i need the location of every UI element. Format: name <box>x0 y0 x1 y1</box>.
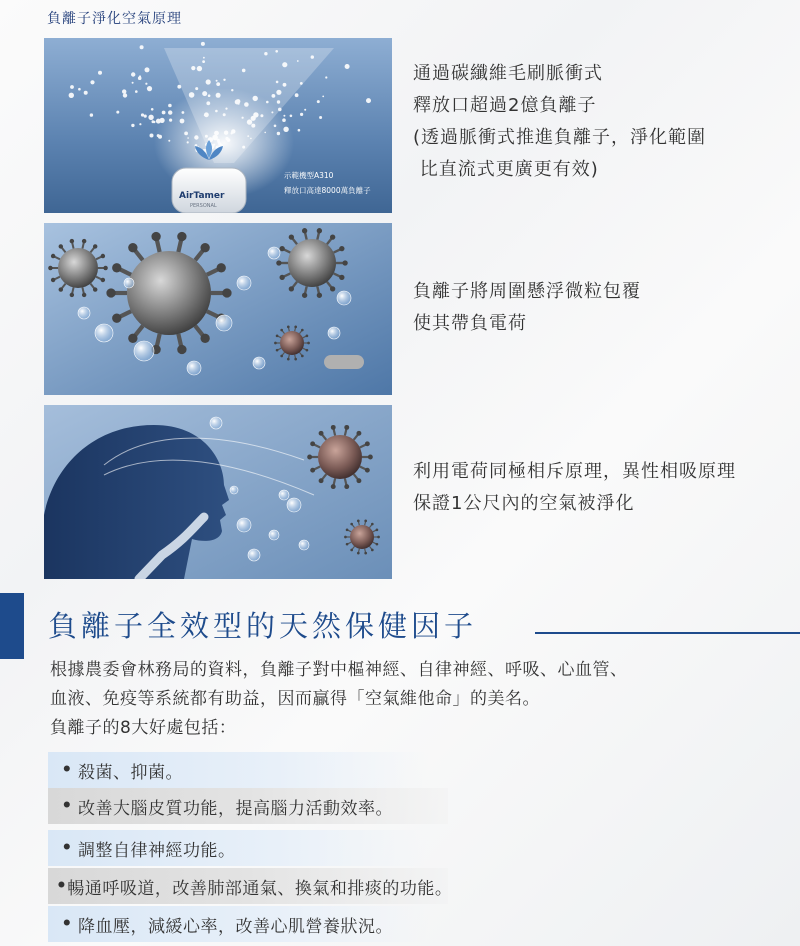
ion-dot <box>194 135 198 139</box>
body-line-1: 根據農委會林務局的資料，負離子對中樞神經、自律神經、呼吸、心血管、 <box>50 660 628 680</box>
section-title-rule <box>535 632 800 634</box>
ion-dot <box>231 89 233 91</box>
ion-dot <box>264 52 267 55</box>
ion-dot <box>202 91 207 96</box>
ion-dot <box>70 85 74 89</box>
ion-dot <box>84 91 88 95</box>
ion-bubble <box>248 549 260 561</box>
ion-dot <box>191 66 195 70</box>
benefit-item <box>48 752 428 788</box>
bullet-dot: • <box>61 796 73 816</box>
ion-dot <box>217 139 220 142</box>
ion-dot <box>206 79 211 84</box>
ion-dot <box>266 101 269 104</box>
particle-coating-illustration <box>44 223 392 395</box>
ion-bubble <box>134 341 154 361</box>
caption1-line-1: 通過碳纖維毛刷脈衝式 <box>413 63 603 84</box>
ion-dot <box>297 60 299 62</box>
ion-dot <box>187 137 189 139</box>
ion-dot <box>116 111 119 114</box>
ion-dot <box>225 108 227 110</box>
ion-dot <box>247 119 252 124</box>
ion-dot <box>90 80 94 84</box>
ion-dot <box>122 89 126 93</box>
ion-bubble <box>78 307 90 319</box>
ion-bubble <box>95 324 113 342</box>
benefit-text: 暢通呼吸道，改善肺部通氣、換氣和排痰的功能。 <box>67 878 453 899</box>
ion-dot <box>322 96 324 98</box>
purification-illustration <box>44 405 392 579</box>
caption2-line-2: 使其帶負電荷 <box>413 313 527 334</box>
ion-dot <box>208 94 211 97</box>
bullet-dot: • <box>61 914 73 934</box>
ion-dot <box>201 42 205 46</box>
body-line-3: 負離子的8大好處包括： <box>50 718 237 738</box>
body-line-2: 血液、免疫等系統都有助益，因而贏得「空氣維他命」的美名。 <box>50 689 540 709</box>
benefit-text: 殺菌、抑菌。 <box>78 762 183 783</box>
ion-dot <box>139 123 141 125</box>
ion-dot <box>231 129 235 133</box>
ion-dot <box>215 110 218 113</box>
section-title: 負離子全效型的天然保健因子 <box>48 609 478 643</box>
ion-dot <box>304 109 306 111</box>
ion-dot <box>345 64 350 69</box>
ion-dot <box>205 135 208 138</box>
caption1-line-2: 釋放口超過2億負離子 <box>413 95 597 116</box>
ion-dot <box>251 116 256 121</box>
benefit-text: 降血壓，減緩心率，改善心肌營養狀況。 <box>78 916 393 937</box>
ion-dot <box>272 94 276 98</box>
brand-logo-text: AirTamer <box>179 191 225 201</box>
ion-dot <box>162 111 166 115</box>
ion-dot <box>148 115 153 120</box>
ion-dot <box>277 132 280 135</box>
ion-dot <box>271 111 273 113</box>
benefit-text: 改善大腦皮質功能，提高腦力活動效率。 <box>78 798 393 819</box>
ion-dot <box>244 102 249 107</box>
ion-bubble <box>269 530 279 540</box>
ion-dot <box>264 132 266 134</box>
benefit-item <box>48 788 448 824</box>
ion-dot <box>184 132 188 136</box>
ion-dot <box>214 131 219 136</box>
ion-dot <box>131 72 135 76</box>
ion-dot <box>141 113 144 116</box>
ion-dot <box>278 108 282 112</box>
ion-bubble <box>253 357 265 369</box>
panel1-caption-line-2: 釋放口高達8000萬負離子 <box>284 186 371 195</box>
ion-dot <box>138 76 142 80</box>
ion-dot <box>187 141 189 143</box>
ion-dot <box>78 88 81 91</box>
ion-dot <box>131 124 134 127</box>
ion-dot <box>132 82 134 84</box>
ion-dot <box>158 135 162 139</box>
ion-bubble <box>124 278 134 288</box>
ion-dot <box>216 80 218 82</box>
ion-dot <box>145 67 150 72</box>
ion-dot <box>182 111 185 114</box>
ion-dot <box>242 69 246 73</box>
ion-dot <box>260 114 263 117</box>
caption1-line-4: 比直流式更廣更有效) <box>413 159 599 180</box>
ion-dot <box>295 93 299 97</box>
ion-dot <box>247 135 249 137</box>
ion-dot <box>325 76 327 78</box>
ion-bubble <box>187 361 201 375</box>
ion-dot <box>225 137 228 140</box>
ion-bubble <box>299 540 309 550</box>
bullet-dot: • <box>61 760 73 780</box>
benefit-item <box>48 906 428 942</box>
ion-dot <box>282 118 286 122</box>
ion-dot <box>216 82 220 86</box>
caption-purification <box>413 456 736 520</box>
ion-dot <box>206 101 210 105</box>
ion-bubble <box>268 247 280 259</box>
ion-dot <box>311 55 314 58</box>
body-paragraph <box>50 656 628 743</box>
dust-particle <box>324 355 364 369</box>
ion-bubble <box>337 291 351 305</box>
benefit-item <box>48 868 453 904</box>
ion-dot <box>169 119 172 122</box>
ion-bubble <box>237 276 251 290</box>
bullet-dot: • <box>56 876 68 896</box>
caption3-line-1: 利用電荷同極相斥原理，異性相吸原理 <box>413 461 736 482</box>
ion-dot <box>223 79 225 81</box>
ion-bubble <box>328 327 340 339</box>
ion-dot <box>283 83 287 87</box>
benefit-text: 調整自律神經功能。 <box>78 840 236 861</box>
ion-dot <box>300 82 303 85</box>
ion-dot <box>189 92 195 98</box>
caption2-line-1: 負離子將周圍懸浮微粒包覆 <box>413 281 641 302</box>
ion-dot <box>223 113 226 116</box>
ion-dot <box>151 108 154 111</box>
ion-dot <box>152 120 155 123</box>
ion-dot <box>238 103 240 105</box>
ion-dot <box>135 90 138 93</box>
ion-dot <box>366 98 371 103</box>
bullet-dot: • <box>61 838 73 858</box>
caption1-line-3: (透過脈衝式推進負離子，淨化範圍 <box>413 127 707 148</box>
ion-dot <box>277 100 280 103</box>
ion-dot <box>224 131 228 135</box>
ion-dot <box>168 104 172 108</box>
ion-bubble <box>230 486 238 494</box>
ion-dot <box>90 113 93 116</box>
caption3-line-2: 保證1公尺內的空氣被淨化 <box>413 493 635 514</box>
ion-dot <box>98 71 102 75</box>
ion-dot <box>202 60 205 63</box>
ion-dot <box>180 119 185 124</box>
ion-bubble <box>287 498 301 512</box>
ion-dot <box>317 100 320 103</box>
ion-dot <box>283 115 285 117</box>
ion-dot <box>275 50 278 53</box>
ion-dot <box>242 117 244 119</box>
ion-dot <box>300 113 303 116</box>
ion-dot <box>298 129 301 132</box>
brand-sub-text: PERSONAL <box>190 203 217 209</box>
ion-bubble <box>216 315 232 331</box>
ion-dot <box>283 127 288 132</box>
ion-dot <box>197 66 202 71</box>
ion-dot <box>123 93 127 97</box>
ion-dot <box>274 125 277 128</box>
ion-dot <box>213 144 215 146</box>
ion-dot <box>290 115 293 118</box>
page-top-title: 負離子淨化空氣原理 <box>47 11 182 27</box>
ion-dot <box>145 83 147 85</box>
ion-dot <box>242 146 245 149</box>
ion-dot <box>319 116 322 119</box>
ion-emission-illustration <box>44 38 392 213</box>
panel1-caption-line-1: 示範機型A310 <box>284 171 334 180</box>
ion-dot <box>140 45 144 49</box>
ion-dot <box>147 86 152 91</box>
ion-dot <box>276 90 281 95</box>
ion-dot <box>203 57 205 59</box>
ion-dot <box>253 96 258 101</box>
ion-dot <box>150 134 154 138</box>
ion-dot <box>195 87 198 90</box>
ion-dot <box>251 124 255 128</box>
caption-particle-coating <box>413 276 641 340</box>
ion-dot <box>204 114 206 116</box>
ion-dot <box>282 62 287 67</box>
ion-dot <box>177 85 181 89</box>
ion-bubble <box>237 518 251 532</box>
ion-dot <box>276 81 279 84</box>
ion-dot <box>160 118 165 123</box>
ion-dot <box>69 93 74 98</box>
benefit-item <box>48 830 428 866</box>
ion-dot <box>168 110 172 114</box>
ion-dot <box>216 93 221 98</box>
section-accent-bar <box>0 593 24 659</box>
ion-bubble <box>210 417 222 429</box>
caption-ion-release <box>413 58 706 186</box>
ion-dot <box>168 140 170 142</box>
ion-dot <box>250 138 252 140</box>
ion-bubble <box>279 490 289 500</box>
